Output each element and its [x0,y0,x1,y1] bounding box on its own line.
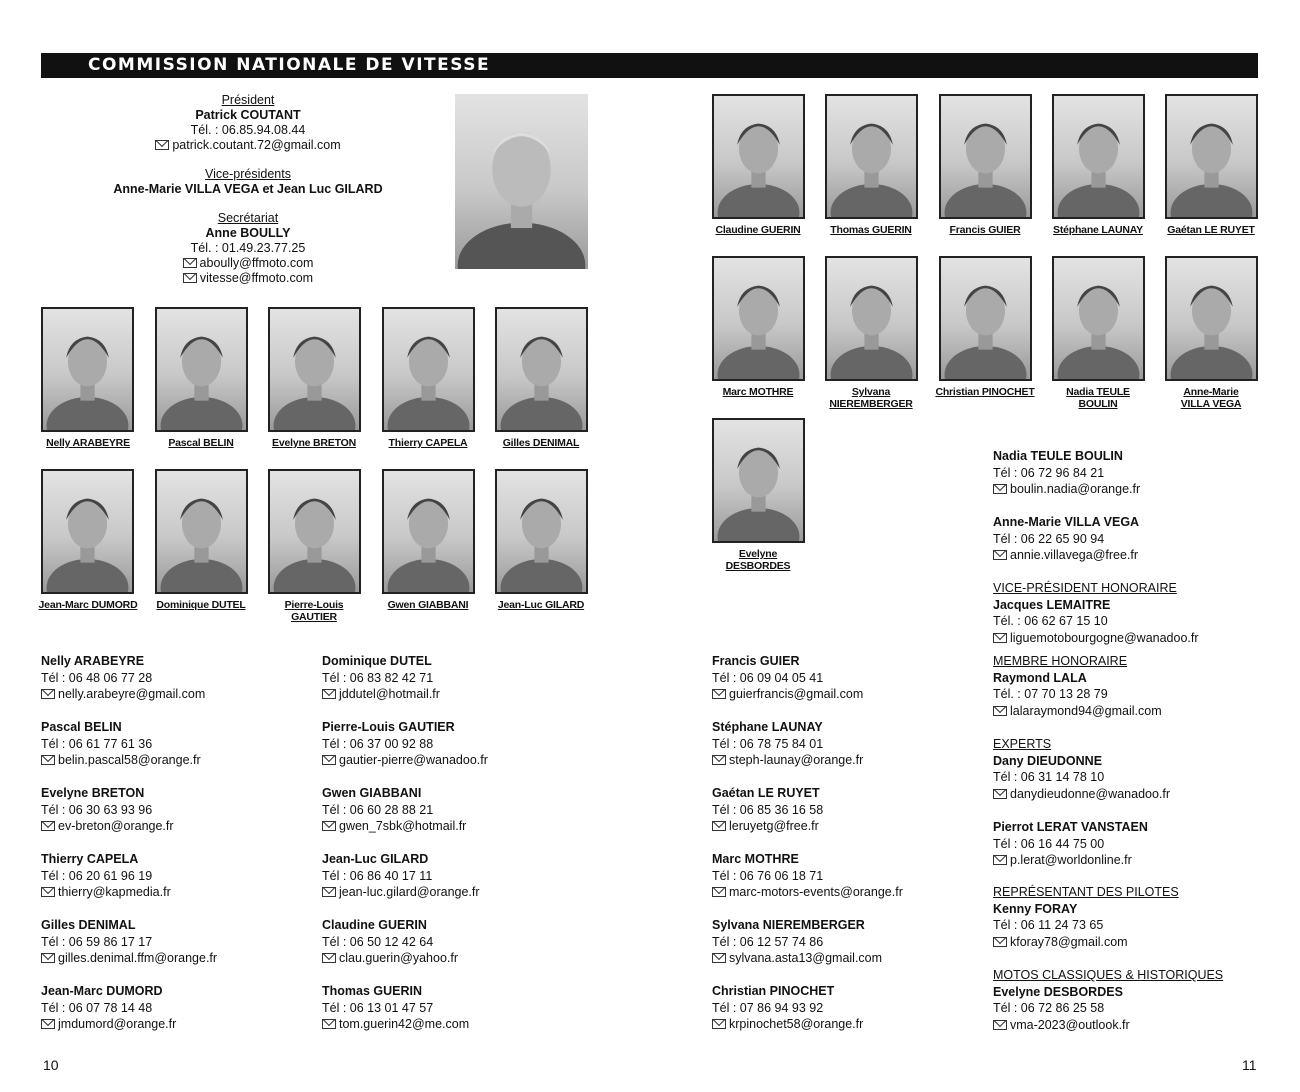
photo-caption: NIEREMBERGER [829,398,913,410]
member-photo [939,94,1032,219]
contact-email[interactable]: clau.guerin@yahoo.fr [339,951,459,965]
photo-caption: Evelyne BRETON [272,437,356,449]
member-photo [1052,94,1145,219]
contact-name: Thomas GUERIN [322,984,423,998]
contact-email[interactable]: kforay78@gmail.com [1010,934,1128,949]
contact-tel: Tél : 06 07 78 14 48 [41,1000,153,1015]
contact-tel: Tél : 06 72 96 84 21 [993,465,1105,480]
vice-names: Anne-Marie VILLA VEGA et Jean Luc GILARD [113,182,383,196]
member-photo [712,256,805,381]
photo-caption: GAUTIER [291,611,337,623]
photo-caption: Anne-Marie [1183,386,1239,398]
mail-icon [41,887,55,897]
contact-name: Pierre-Louis GAUTIER [322,720,455,734]
contact-email[interactable]: jmdumord@orange.fr [58,1017,177,1031]
contact-entry [41,983,321,1033]
member-photo [382,307,475,432]
contact-entry [41,719,321,769]
contact-entry [993,653,1273,719]
contact-entry [712,719,992,769]
mail-icon [993,855,1007,865]
contact-name: Raymond LALA [993,670,1087,685]
contact-email[interactable]: p.lerat@worldonline.fr [1010,853,1132,867]
contact-email[interactable]: belin.pascal58@orange.fr [58,753,201,767]
contact-name: Christian PINOCHET [712,984,835,998]
photo-caption: Evelyne [738,548,778,560]
mail-icon [41,689,55,699]
contact-email[interactable]: nelly.arabeyre@gmail.com [58,687,206,701]
photo-caption: Nelly ARABEYRE [46,437,130,449]
photo-caption: Claudine GUERIN [715,224,801,236]
contact-entry [41,785,321,835]
contact-entry [993,580,1273,646]
mail-icon [712,821,726,831]
contact-tel: Tél : 06 16 44 75 00 [993,836,1105,851]
contact-name: Dany DIEUDONNE [993,753,1103,768]
photo-caption: Gwen GIABBANI [387,599,469,611]
secretariat-email[interactable]: aboully@ffmoto.com [199,256,314,270]
contact-entry [41,917,321,967]
mail-icon [183,273,197,283]
photo-caption: Pierre-Louis [284,599,344,611]
page-number-left: 10 [43,1057,59,1073]
contact-name: Nelly ARABEYRE [41,654,145,668]
contact-entry [322,851,602,901]
contact-tel: Tél : 06 31 14 78 10 [993,770,1105,784]
photo-caption: Thomas GUERIN [830,224,912,236]
contact-name: Marc MOTHRE [712,852,799,866]
mail-icon [993,706,1007,716]
mail-icon [322,1019,336,1029]
mail-icon [712,689,726,699]
contact-tel: Tél : 06 20 61 96 19 [41,868,153,883]
contact-name: Francis GUIER [712,654,800,668]
section-heading: MEMBRE HONORAIRE [993,654,1128,668]
mail-icon [993,789,1007,799]
contact-tel: Tél. : 07 70 13 28 79 [993,687,1108,701]
photo-caption: Sylvana [851,386,891,398]
contact-name: Kenny FORAY [993,901,1078,916]
contact-entry [41,851,321,901]
page-number-right: 11 [1242,1057,1257,1073]
contact-email[interactable]: gautier-pierre@wanadoo.fr [339,753,488,767]
contact-email[interactable]: guierfrancis@gmail.com [729,687,864,701]
contact-name: Jean-Marc DUMORD [41,984,163,998]
vice-role: Vice-présidents [205,167,291,181]
contact-entry [993,448,1273,498]
member-photo [1165,94,1258,219]
photo-caption: BOULIN [1078,398,1118,410]
member-photo [825,256,918,381]
contact-name: Stéphane LAUNAY [712,720,823,734]
photo-caption: Pascal BELIN [168,437,234,449]
contact-tel: Tél : 06 48 06 77 28 [41,670,153,685]
contact-tel: Tél : 06 83 82 42 71 [322,670,434,685]
secretariat-role: Secrétariat [217,211,279,225]
contact-entry [41,653,321,703]
photo-caption: Marc MOTHRE [722,386,794,398]
photo-caption: Gilles DENIMAL [502,437,580,449]
page-title: COMMISSION NATIONALE DE VITESSE [88,55,491,75]
mail-icon [183,258,197,268]
mail-icon [712,1019,726,1029]
contact-name: Sylvana NIEREMBERGER [712,918,865,932]
contact-name: Claudine GUERIN [322,918,427,932]
mail-icon [155,140,169,150]
contact-entry [322,917,602,967]
mail-icon [322,821,336,831]
contact-tel: Tél : 06 86 40 17 11 [322,868,433,883]
president-email[interactable]: patrick.coutant.72@gmail.com [172,138,341,152]
member-photo [1052,256,1145,381]
contact-tel: Tél : 06 60 28 88 21 [322,802,434,817]
contact-email[interactable]: leruyetg@free.fr [729,819,819,833]
contact-entry [712,851,992,901]
secretariat-name: Anne BOULLY [205,226,291,240]
member-photo [825,94,918,219]
contact-entry [322,719,602,769]
member-photo [268,469,361,594]
contact-tel: Tél : 06 85 36 16 58 [712,802,824,817]
contact-entry [322,785,602,835]
member-photo [495,307,588,432]
contact-entry [712,983,992,1033]
contact-name: Pierrot LERAT VANSTAEN [993,820,1148,834]
member-photo [712,94,805,219]
contact-name: Evelyne BRETON [41,786,145,800]
mail-icon [322,755,336,765]
photo-caption: Nadia TEULE [1066,386,1130,398]
photo-caption: Dominique DUTEL [156,599,246,611]
mail-icon [322,689,336,699]
contact-tel: Tél. : 06 62 67 15 10 [993,614,1108,628]
contact-email[interactable]: marc-motors-events@orange.fr [729,885,903,899]
member-photo [268,307,361,432]
contact-name: Dominique DUTEL [322,654,432,668]
contact-email[interactable]: gilles.denimal.ffm@orange.fr [58,951,218,965]
president-tel: Tél. : 06.85.94.08.44 [190,123,306,137]
president-name: Patrick COUTANT [195,108,301,122]
contact-email[interactable]: krpinochet58@orange.fr [729,1017,864,1031]
member-photo [712,418,805,543]
contact-email[interactable]: tom.guerin42@me.com [339,1017,470,1031]
section-heading: EXPERTS [993,737,1052,751]
mail-icon [712,755,726,765]
member-photo [382,469,475,594]
contact-entry [712,917,992,967]
mail-icon [41,1019,55,1029]
member-photo [939,256,1032,381]
contact-tel: Tél : 06 76 06 18 71 [712,868,824,883]
photo-caption: Stéphane LAUNAY [1053,224,1143,236]
contact-entry [712,785,992,835]
contact-tel: Tél : 06 13 01 47 57 [322,1000,434,1015]
contact-email[interactable]: jean-luc.gilard@orange.fr [339,885,480,899]
president-role: Président [221,93,275,107]
mail-icon [993,484,1007,494]
mail-icon [322,887,336,897]
contact-tel: Tél : 06 12 57 74 86 [712,934,824,949]
mail-icon [322,953,336,963]
contact-name: Pascal BELIN [41,720,122,734]
contact-name: Gaétan LE RUYET [712,786,820,800]
photo-caption: Jean-Luc GILARD [497,599,585,611]
contact-email[interactable]: annie.villavega@free.fr [1010,548,1139,562]
contact-entry [993,884,1273,950]
contact-email[interactable]: vma-2023@outlook.fr [1010,1017,1130,1032]
section-heading: VICE-PRÉSIDENT HONORAIRE [993,581,1177,595]
contact-email[interactable]: steph-launay@orange.fr [729,753,864,767]
contact-tel: Tél : 06 50 12 42 64 [322,934,434,949]
contact-entry [993,967,1273,1033]
mail-icon [993,937,1007,947]
mail-icon [993,550,1007,560]
contact-email[interactable]: thierry@kapmedia.fr [58,885,171,899]
photo-caption: Christian PINOCHET [935,386,1035,398]
contact-tel: Tél : 06 09 04 05 41 [712,670,824,685]
contact-name: Jean-Luc GILARD [322,852,429,866]
contact-tel: Tél : 06 59 86 17 17 [41,934,153,949]
photo-caption: VILLA VEGA [1180,398,1242,410]
contact-email[interactable]: gwen_7sbk@hotmail.fr [339,819,467,833]
contact-name: Gilles DENIMAL [41,918,136,932]
mail-icon [712,953,726,963]
contact-email[interactable]: ev-breton@orange.fr [58,819,174,833]
mail-icon [993,633,1007,643]
member-photo [41,307,134,432]
contact-entry [322,653,602,703]
contact-name: Thierry CAPELA [41,852,139,866]
contact-tel: Tél : 06 72 86 25 58 [993,1001,1105,1015]
contact-email[interactable]: sylvana.asta13@gmail.com [729,951,883,965]
mail-icon [712,887,726,897]
contact-tel: Tél : 06 37 00 92 88 [322,736,434,751]
contact-email[interactable]: jddutel@hotmail.fr [339,687,440,701]
contact-tel: Tél : 06 78 75 84 01 [712,736,824,751]
mail-icon [41,755,55,765]
secretariat-tel: Tél. : 01.49.23.77.25 [190,241,306,255]
photo-caption: Thierry CAPELA [388,437,468,449]
photo-caption: Gaétan LE RUYET [1167,224,1255,236]
contact-email[interactable]: liguemotobourgogne@wanadoo.fr [1010,630,1199,645]
contact-name: Nadia TEULE BOULIN [993,449,1123,463]
section-heading: MOTOS CLASSIQUES & HISTORIQUES [993,968,1224,982]
mail-icon [993,1020,1007,1030]
mail-icon [41,821,55,831]
contact-name: Evelyne DESBORDES [993,984,1123,999]
contact-entry [993,736,1273,802]
member-photo [1165,256,1258,381]
contact-entry [993,819,1273,869]
contact-tel: Tél : 06 30 63 93 96 [41,802,153,817]
member-photo [155,307,248,432]
contact-name: Anne-Marie VILLA VEGA [993,515,1140,529]
contact-entry [993,514,1273,564]
photo-caption: Francis GUIER [949,224,1021,236]
contact-tel: Tél : 06 61 77 61 36 [41,736,153,751]
contact-tel: Tél : 07 86 94 93 92 [712,1000,824,1015]
board-block [100,93,396,286]
member-photo [495,469,588,594]
contact-name: Gwen GIABBANI [322,786,422,800]
section-heading: REPRÉSENTANT DES PILOTES [993,885,1179,899]
contact-name: Jacques LEMAITRE [993,597,1111,612]
member-photo [155,469,248,594]
photo-caption: Jean-Marc DUMORD [38,599,138,611]
member-photo [41,469,134,594]
contact-email[interactable]: boulin.nadia@orange.fr [1010,482,1141,496]
president-photo [455,94,588,269]
contact-entry [712,653,992,703]
contact-tel: Tél : 06 22 65 90 94 [993,531,1105,546]
contact-email[interactable]: lalaraymond94@gmail.com [1010,703,1162,718]
photo-caption: DESBORDES [725,560,791,572]
contact-tel: Tél : 06 11 24 73 65 [993,918,1104,932]
secretariat-email[interactable]: vitesse@ffmoto.com [199,271,314,285]
contact-email[interactable]: danydieudonne@wanadoo.fr [1010,786,1171,801]
contact-entry [322,983,602,1033]
mail-icon [41,953,55,963]
